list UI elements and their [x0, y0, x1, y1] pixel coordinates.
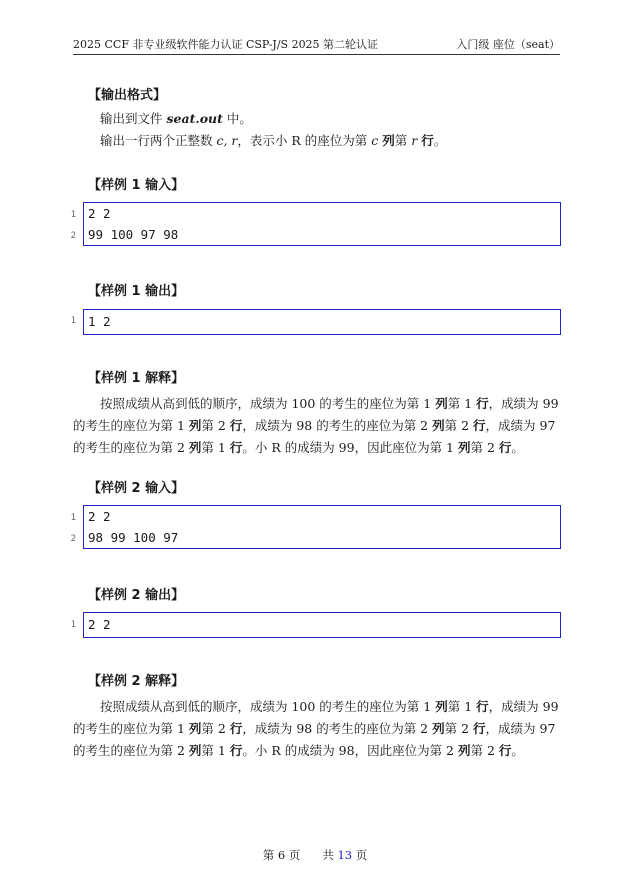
- explain-line: [73, 393, 563, 415]
- emph-col: 列: [188, 743, 202, 758]
- emph-row: 行: [229, 743, 243, 758]
- emph-row: 行: [498, 743, 512, 758]
- line-number: 1: [70, 620, 76, 630]
- code-line: 99 100 97 98: [88, 227, 179, 242]
- sample1-output-box: [83, 309, 561, 335]
- text-span: ，表示小 R 的座位为第: [237, 133, 372, 148]
- text-span: 输出到文件: [100, 111, 167, 126]
- output-format-line1: [100, 108, 563, 130]
- sample2-output-heading: 【样例 2 输出】: [88, 588, 185, 603]
- line-number: 1: [70, 210, 76, 220]
- output-format-body: [100, 108, 563, 152]
- text-span: 中。: [222, 111, 252, 126]
- emph-row: 行: [229, 721, 243, 736]
- emph-col: 列: [457, 743, 471, 758]
- emph-row: 行: [229, 440, 243, 455]
- emph-col: 列: [188, 721, 202, 736]
- text-span: 按照成绩从高到低的顺序，成绩为 100 的考生的座位为第 1: [100, 396, 436, 411]
- text-span: 。: [433, 133, 447, 148]
- text-span: 的考生的座位为第 1: [73, 721, 189, 736]
- text-span: 。小 R 的成绩为 98，因此座位为第 2: [242, 743, 458, 758]
- text-span: 第 1: [447, 396, 477, 411]
- math-var: c, r: [216, 133, 238, 148]
- emph-col: 列: [435, 396, 448, 411]
- text-span: ，成绩为 98 的考生的座位为第 2: [242, 721, 433, 736]
- line-number: 2: [70, 231, 76, 241]
- text-span: 的考生的座位为第 2: [73, 743, 189, 758]
- text-span: 的考生的座位为第 2: [73, 440, 189, 455]
- text-span: 第: [262, 848, 278, 862]
- output-format-heading: 【输出格式】: [88, 88, 167, 103]
- sample1-explain-body: [73, 393, 563, 459]
- page-number: [263, 848, 301, 862]
- text-span: 第 2: [444, 721, 474, 736]
- sample2-output-box: [83, 612, 561, 638]
- explain-line: [73, 718, 563, 740]
- text-span: ，成绩为 97: [485, 721, 556, 736]
- code-line: 2 2: [88, 206, 111, 221]
- text-span: 页: [285, 848, 301, 862]
- explain-line: [73, 415, 563, 437]
- text-span: 页: [352, 848, 368, 862]
- code-line: 2 2: [88, 509, 111, 524]
- sample1-input-heading: 【样例 1 输入】: [88, 178, 185, 193]
- current-page: 6: [277, 848, 286, 862]
- header-left-title: 2025 CCF 非专业级软件能力认证 CSP-J/S 2025 第二轮认证: [73, 38, 379, 51]
- emph-row: 行: [473, 721, 486, 736]
- sample1-output-heading: 【样例 1 输出】: [88, 284, 185, 299]
- text-span: 第: [394, 133, 412, 148]
- text-span: ，成绩为 97: [485, 418, 556, 433]
- line-number: 1: [70, 316, 76, 326]
- page-header: [73, 38, 560, 55]
- line-number: 2: [70, 534, 76, 544]
- emph-col: 列: [435, 699, 448, 714]
- code-line: 1 2: [88, 314, 111, 329]
- text-span: 输出一行两个正整数: [100, 133, 217, 148]
- text-span: ，成绩为 99: [488, 396, 559, 411]
- sample2-explain-body: [73, 696, 563, 762]
- sample1-explain-heading: 【样例 1 解释】: [88, 371, 185, 386]
- text-span: 第 2: [470, 440, 499, 455]
- code-line: 2 2: [88, 617, 111, 632]
- emph-row: 行: [498, 440, 512, 455]
- code-line: 98 99 100 97: [88, 530, 179, 545]
- explain-line: [73, 740, 563, 762]
- text-span: 按照成绩从高到低的顺序，成绩为 100 的考生的座位为第 1: [100, 699, 436, 714]
- text-span: 的考生的座位为第 1: [73, 418, 189, 433]
- text-span: 第 1: [201, 743, 230, 758]
- math-var: c: [371, 133, 379, 148]
- emph-row: 行: [229, 418, 243, 433]
- sample2-input-heading: 【样例 2 输入】: [88, 481, 185, 496]
- emph-col: 列: [188, 418, 202, 433]
- sample1-input-box: [83, 202, 561, 246]
- text-span: ，成绩为 98 的考生的座位为第 2: [242, 418, 433, 433]
- emph-row: 行: [476, 396, 489, 411]
- text-span: 共: [322, 848, 338, 862]
- sample2-explain-heading: 【样例 2 解释】: [88, 674, 185, 689]
- emph-col: 列: [188, 440, 202, 455]
- emph-row: 行: [476, 699, 489, 714]
- line-number: 1: [70, 513, 76, 523]
- header-right-title: 入门级 座位（seat）: [456, 38, 560, 51]
- sample2-input-box: [83, 505, 561, 549]
- text-span: 。: [511, 743, 524, 758]
- emph-col: 列: [457, 440, 471, 455]
- text-span: 。: [511, 440, 524, 455]
- text-span: 第 2: [201, 418, 230, 433]
- emph-row: 行: [421, 133, 434, 148]
- output-file-name: seat.out: [166, 111, 223, 126]
- text-span: 第 1: [447, 699, 477, 714]
- text-span: 。小 R 的成绩为 99，因此座位为第 1: [242, 440, 458, 455]
- emph-col: 列: [432, 418, 445, 433]
- page-footer: [0, 847, 630, 863]
- explain-line: [73, 696, 563, 718]
- emph-col: 列: [432, 721, 445, 736]
- text-span: 第 2: [470, 743, 499, 758]
- text-span: 第 2: [444, 418, 474, 433]
- text-span: ，成绩为 99: [488, 699, 559, 714]
- total-pages: [322, 848, 367, 862]
- output-format-line2: [100, 130, 563, 152]
- emph-col: 列: [382, 133, 395, 148]
- emph-row: 行: [473, 418, 486, 433]
- math-var: r: [411, 133, 418, 148]
- total-pages-link[interactable]: 13: [337, 848, 353, 862]
- explain-line: [73, 437, 563, 459]
- text-span: 第 1: [201, 440, 230, 455]
- text-span: 第 2: [201, 721, 230, 736]
